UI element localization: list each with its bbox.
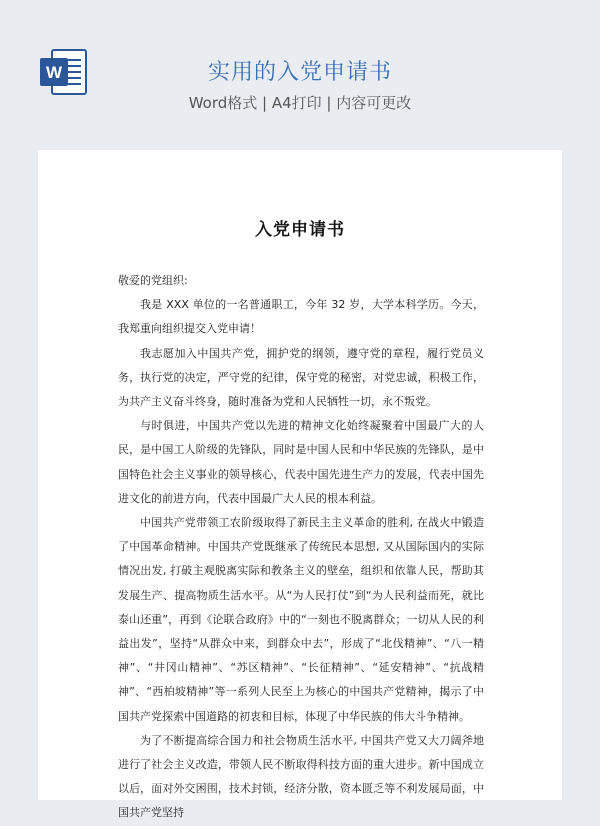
page-subtitle: Word格式 | A4打印 | 内容可更改 — [188, 94, 412, 112]
page-title: 实用的入党申请书 — [207, 60, 392, 85]
salutation: 敬爱的党组织: — [118, 274, 188, 287]
paragraph: 我志愿加入中国共产党，拥护党的纲领，遵守党的章程，履行党员义务，执行党的决定，严守党的纪律，保守党的秘密，对党忠诚，积极工作，为共产主义奋斗终身，随时准备为党和人民牺牲一切，永不叛党。 — [118, 346, 484, 409]
document-body — [118, 269, 484, 826]
paragraph: 中国共产党带领工农阶级取得了新民主主义革命的胜利, 在战火中锻造了中国革命精神。中国共产党既继承了传统民本思想, 又从国际国内的实际情况出发, 打破主观脱离实际和教条主义的壁垒，组织和依靠人民，帮助其发展生产、提高物质生活水平。从“为人民打仗”到“为人民利益而死，就比泰山还重”，再到《论联合政府》中的“一刻也不脱离群众；一切从人民的利益出发”，坚持“从群众中来，到群众中去”，形成了“北伐精神”、“八一精神”、“井冈山精神”、“苏区精神”、“长征精神”、“延安精神”、“抗战精神”、“西柏坡精神”等一系列人民至上为核心的中国共产党精神，揭示了中国共产党探索中国道路的初衷和目标，体现了中华民族的伟大斗争精神。 — [118, 516, 484, 723]
paragraph: 为了不断提高综合国力和社会物质生活水平, 中国共产党又大刀阔斧地进行了社会主义改造，带领人民不断取得科技方面的重大进步。新中国成立以后，面对外交困围，技术封锁，经济分散，资本匮乏等不利发展局面，中国共产党坚持 — [118, 733, 484, 820]
document-page — [38, 150, 562, 820]
document-title: 入党申请书 — [255, 220, 345, 240]
paragraph: 与时俱进，中国共产党以先进的精神文化始终凝聚着中国最广大的人民，是中国工人阶级的先锋队，同时是中国人民和中华民族的先锋队，是中国特色社会主义事业的领导核心，代表中国先进生产力的发展，代表中国先进文化的前进方向，代表中国最广大人民的根本利益。 — [118, 419, 484, 505]
word-icon-letter: W — [45, 63, 63, 82]
page-header — [0, 0, 600, 150]
paragraph: 我是 XXX 单位的一名普通职工，今年 32 岁，大学本科学历。今天，我郑重向组织提交入党申请！ — [118, 298, 484, 336]
